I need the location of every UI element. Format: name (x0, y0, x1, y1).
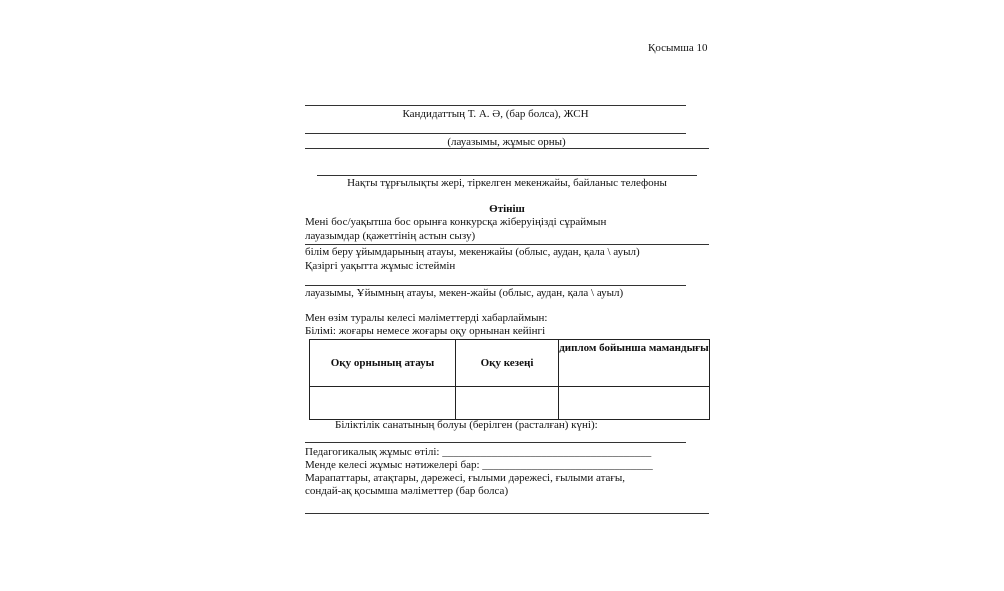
table-header-row (310, 340, 710, 387)
request-line-2: лауазымдар (қажеттінің астын сызу) (305, 230, 476, 242)
name-caption: Кандидаттың Т. А. Ә, (бар болса), ЖСН (402, 108, 589, 120)
appendix-label: Қосымша 10 (648, 42, 708, 54)
info-intro: Мен өзім туралы келесі мәліметтерді хабарлаймын: (305, 312, 548, 324)
name-line (305, 105, 686, 106)
current-job-line (305, 285, 686, 286)
header-specialty: диплом бойынша мамандығы (559, 340, 710, 387)
address-line (317, 175, 697, 176)
header-study-period: Оқу кезеңі (456, 340, 559, 387)
results-label: Менде келесі жұмыс нәтижелері бар: _______________________________ (305, 459, 653, 471)
cell-institution (310, 387, 456, 420)
position-line (305, 133, 686, 134)
cell-study-period (456, 387, 559, 420)
job-caption: лауазымы, Ұйымның атауы, мекен-жайы (облыс, аудан, қала \ ауыл) (305, 287, 624, 299)
awards-line-1: Марапаттары, атақтары, дәрежесі, ғылыми дәрежесі, ғылыми атағы, (305, 472, 626, 484)
current-job-label: Қазіргі уақытта жұмыс істеймін (305, 260, 456, 272)
application-title: Өтініш (489, 203, 525, 215)
position-caption: (лауазымы, жұмыс орны) (447, 136, 566, 148)
awards-line (305, 513, 709, 514)
organization-line (305, 244, 709, 245)
cell-specialty (559, 387, 710, 420)
position-underline (305, 148, 709, 149)
header-institution: Оқу орнының атауы (310, 340, 456, 387)
experience-label: Педагогикалық жұмыс өтілі: ______________________________________ (305, 446, 652, 458)
address-caption: Нақты тұрғылықты жері, тіркелген мекенжайы, байланыс телефоны (347, 177, 667, 189)
request-line-1: Мені бос/уақытша бос орынға конкурсқа жіберуіңізді сұраймын (305, 216, 607, 228)
qualification-line (305, 442, 686, 443)
organization-caption: білім беру ұйымдарының атауы, мекенжайы (облыс, аудан, қала \ ауыл) (305, 246, 640, 258)
education-label: Білімі: жоғары немесе жоғары оқу орнынан кейінгі (305, 325, 546, 337)
education-table (309, 339, 710, 420)
table-row (310, 387, 710, 420)
awards-line-2: сондай-ақ қосымша мәліметтер (бар болса) (305, 485, 509, 497)
qualification-label: Біліктілік санатының болуы (берілген (расталған) күні): (335, 419, 598, 431)
